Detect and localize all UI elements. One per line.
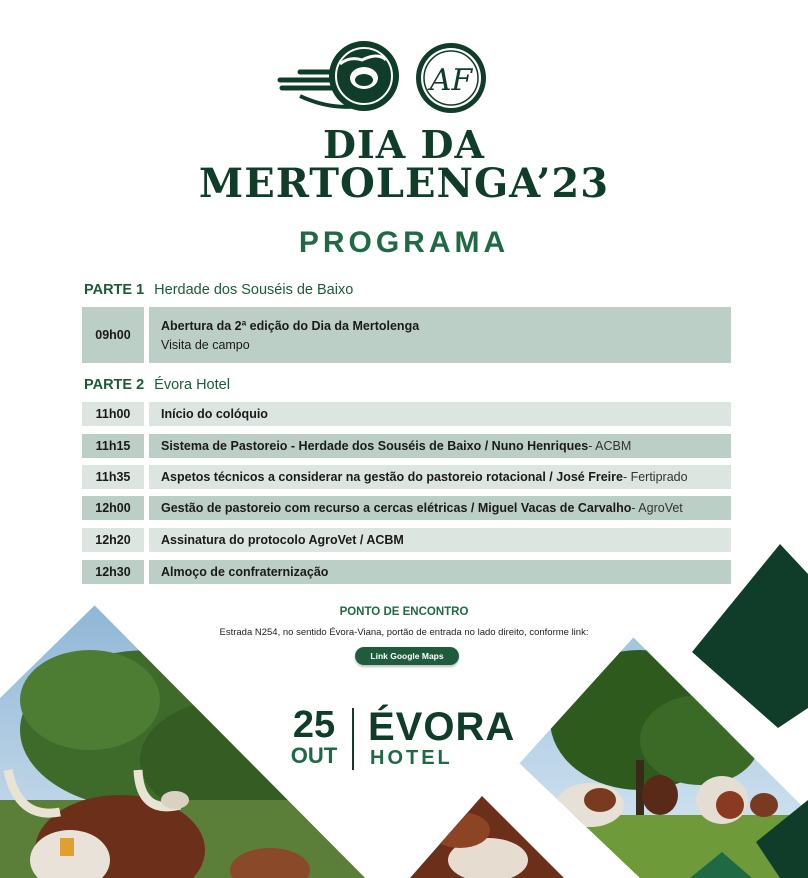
schedule-item [149, 496, 731, 520]
schedule-title: Assinatura do protocolo AgroVet / ACBM [161, 533, 404, 547]
part-1-place: Herdade dos Souséis de Baixo [154, 282, 354, 298]
schedule-time: 12h00 [82, 496, 144, 520]
part-2-label: PARTE 2 [84, 377, 145, 393]
schedule-org: - ACBM [588, 439, 632, 453]
schedule-subtitle: Visita de campo [161, 337, 250, 352]
title-line-1: DIA DA [323, 122, 485, 167]
schedule-time: 11h35 [82, 465, 144, 489]
svg-text:AF: AF [429, 63, 473, 98]
cattle-photo-middle [400, 790, 570, 878]
schedule-item [149, 307, 731, 363]
part-2-place: Évora Hotel [154, 377, 230, 393]
event-day: 25 [292, 704, 336, 746]
title-line-2: MERTOLENGA’23 [198, 160, 610, 207]
schedule-title: Abertura da 2ª edição do Dia da Mertolenga [161, 318, 420, 333]
part-1-label: PARTE 1 [84, 282, 145, 298]
schedule-title: Aspetos técnicos a considerar na gestão do pastoreio rotacional / José Freire [161, 470, 623, 484]
schedule-item [149, 528, 731, 552]
event-month: OUT [290, 743, 338, 768]
schedule-item [149, 434, 731, 458]
venue-subtitle: HOTEL [370, 747, 453, 769]
cow-logo-icon [280, 41, 399, 111]
schedule-time: 11h15 [82, 434, 144, 458]
header-logos [0, 0, 808, 120]
programa-heading: PROGRAMA [298, 226, 510, 259]
schedule-item [149, 465, 731, 489]
schedule-time: 11h00 [82, 402, 144, 426]
meeting-point-text: Estrada N254, no sentido Évora-Viana, portão de entrada no lado direito, conforme link: [219, 627, 589, 638]
date-divider [352, 708, 354, 770]
schedule-title: Início do colóquio [161, 407, 268, 421]
schedule-item [149, 560, 731, 584]
schedule-time: 12h20 [82, 528, 144, 552]
schedule-org: - Fertiprado [622, 470, 688, 484]
venue-name: ÉVORA [368, 705, 516, 749]
schedule-title: Almoço de confraternização [161, 565, 329, 579]
part-1-heading [84, 282, 353, 298]
part-2-heading [84, 377, 230, 393]
schedule-org: - AgroVet [631, 501, 683, 515]
schedule-title: Sistema de Pastoreio - Herdade dos Souséis de Baixo / Nuno Henriques [161, 439, 589, 453]
meeting-point-title: PONTO DE ENCONTRO [339, 606, 469, 618]
google-maps-link-button[interactable]: Link Google Maps [355, 647, 459, 665]
schedule-time: 12h30 [82, 560, 144, 584]
schedule-time: 09h00 [82, 307, 144, 363]
schedule-item [149, 402, 731, 426]
af-monogram-icon [416, 43, 486, 113]
schedule-title: Gestão de pastoreio com recurso a cercas elétricas / Miguel Vacas de Carvalho [161, 501, 632, 515]
